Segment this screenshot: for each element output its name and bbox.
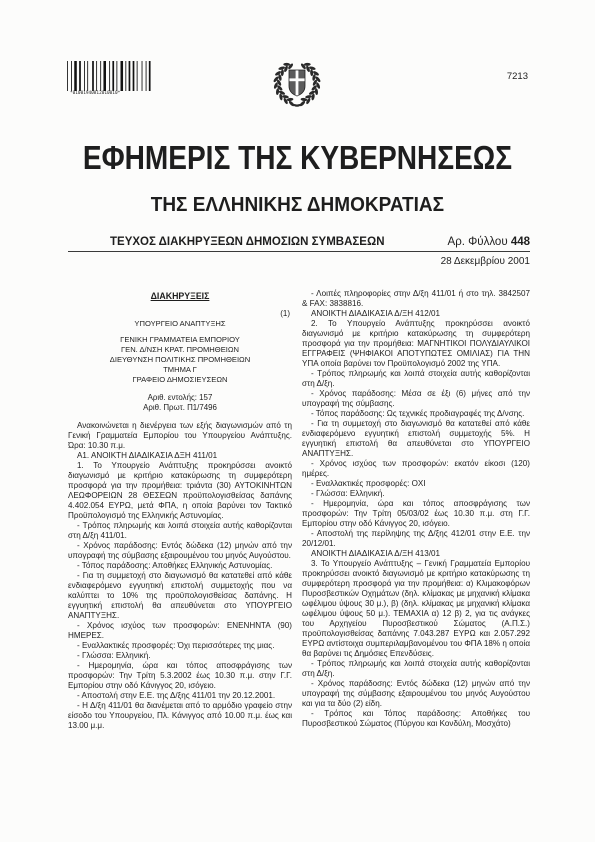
ministry-name: ΥΠΟΥΡΓΕΙΟ ΑΝΑΠΤΥΞΗΣ [134,319,226,328]
barcode-caption: *01001940812010010* [70,91,121,96]
left-column [68,288,292,836]
sheet-number-block [448,236,530,249]
laurel-leaf [308,90,315,96]
laurel-leaf [310,69,314,76]
tender-clause: - Αποστολή στην Ε.Ε. της Δ/ξης 411/01 την 20.12.2001. [77,690,276,700]
tender-clause: - Τόπος παράδοσης: Ως τεχνικές προδιαγραφές της Δ/νσης. [311,409,525,418]
right-column [302,288,530,836]
barcode-bar [92,61,94,91]
barcode-bar [137,61,138,91]
barcode-bar [71,61,72,91]
department-line: ΓΕΝΙΚΗ ΓΡΑΜΜΑΤΕΙΑ ΕΜΠΟΡΙΟΥ [120,335,240,344]
department-list [68,335,292,385]
tender-clause: - Τρόπος πληρωμής και λοιπά στοιχεία αυτής καθορίζονται στη Δ/ξη. [302,369,530,388]
emblem-cross-vertical [296,70,299,95]
emblem-cross-horizontal [289,78,304,81]
barcode-bar [96,61,97,91]
order-number: Αριθ. εντολής: 157 [147,393,213,402]
laurel-leaf [282,95,289,99]
barcode-icon [67,61,152,91]
tender-clause: - Για τη συμμετοχή στο διαγωνισμό θα κατατεθεί από κάθε ενδιαφερόμενο εγγυητική επιστολή συμμετοχής που να καλύπτει το 10% της προϋπολογισθείσας δαπάνης. Η εγγυητική επιστολή θα απευθύνεται στο ΥΠΟΥΡΓΕΙΟ ΑΝΑΠΤΥΞΗΣ. [68,570,292,620]
procedure-heading: ΑΝΟΙΚΤΗ ΔΙΑΔΙΚΑΣΙΑ Δ/ΞΗ 412/01 [311,309,441,318]
barcode-bar [149,61,151,91]
laurel-leaf [283,97,289,104]
protocol-number: Αριθ. Πρωτ. Π1/7496 [143,403,217,413]
department-line: ΤΜΗΜΑ Γ [163,365,197,374]
tender-clause: - Εναλλακτικές προσφορές: ΟΧΙ [311,479,426,488]
intro-paragraph: Ανακοινώνεται η διενέργεια των εξής διαγωνισμών από τη Γενική Γραμματεία Εμπορίου του Υπουργείου Ανάπτυξης. Ώρα: 10.30 π.μ. [68,420,292,450]
notice-number: (1) [280,309,290,318]
header-rule [68,251,530,252]
tender-clause: - Τρόπος πληρωμής και λοιπά στοιχεία αυτής καθορίζονται στη Δ/ξη 411/01. [68,520,292,540]
tender-clause: - Γλώσσα: Ελληνική. [311,489,385,498]
section-title: ΔΙΑΚΗΡΥΞΕΙΣ [150,291,210,301]
barcode-bar [67,61,68,91]
barcode-bar [133,61,135,91]
barcode-bar [84,61,85,91]
tender-clause: - Χρόνος παράδοσης: Εντός δώδεκα (12) μηνών από την υπογραφή της σύμβασης εξαιρουμένου του μηνός Αυγούστου και για τα δύο (2) είδη. [302,679,530,708]
barcode-bar [103,61,106,91]
laurel-leaf [305,65,310,72]
barcode-bar [87,61,88,91]
tender-clause: - Η Δ/ξη 411/01 θα διανέμεται από το αρμόδιο γραφείο στην είσοδο του Υπουργείου, Πλ. Κάνιγγος από 10.00 π.μ. έως και 13.00 μ.μ. [68,700,292,730]
laurel-leaf [315,88,319,95]
emblem-ribbon [292,103,302,107]
tender-clause: - Χρόνος παράδοσης: Εντός δώδεκα (12) μηνών από την υπογραφή της σύμβασης εξαιρουμένου του μηνός Αυγούστου. [68,540,292,560]
laurel-leaf [281,69,285,76]
page-number: 7213 [506,71,528,82]
barcode-bar [79,61,81,91]
tender-clause: - Χρόνος ισχύος των προσφορών: εκατόν είκοσι (120) ημέρες. [302,459,530,478]
tender-clause: - Λοιπές πληροφορίες στην Δ/ξη 411/01 ή στο τηλ. 3842507 & FAX: 3838816. [302,289,530,308]
department-line: ΓΡΑΦΕΙΟ ΔΗΜΟΣΙΕΥΣΕΩΝ [132,375,228,384]
barcode-bar [125,61,126,91]
laurel-leaf [283,65,288,72]
barcode-bar [146,61,147,91]
barcode-bar [74,61,77,91]
department-line: ΓΕΝ. Δ/ΝΣΗ ΚΡΑΤ. ΠΡΟΜΗΘΕΙΩΝ [120,345,240,354]
tender-paragraph: 2. Το Υπουργείο Ανάπτυξης προκηρύσσει ανοικτό διαγωνισμό με κριτήριο κατακύρωσης τη συμφερότερη προσφορά για την προμήθεια: ΜΑΓΝΗΤΙΚΟΙ ΠΟΛΥΔΙΑΥΛΙΚΟΙ ΕΓΓΡΑΦΕΙΣ (ΨΗΦΙΑΚΟΙ ΑΠΟΤΥΠΩΤΕΣ ΟΜΙΛΙΑΣ) ΓΙΑ ΤΗΝ ΥΠΑ οποία βαρύνει τον Προϋπολογισμό 2002 της ΥΠΑ. [302,319,530,368]
laurel-leaf [305,97,311,104]
tender-paragraph: 3. Το Υπουργείο Ανάπτυξης – Γενική Γραμματεία Εμπορίου προκηρύσσει ανοικτό διαγωνισμό με κριτήριο κατακύρωσης τη συμφερότερη προσφορά για την προμήθεια: α) Κλιμακοφόρων Πυροσβεστικών Οχημάτων (δηλ. κλίμακας με μηχανική κλίμακα ωφέλιμου ύψους 30 μ.), β) (δηλ. κλίμακας με μηχανική κλίμακα ωφέλιμου ύψους 50 μ.). ΤΕΜΑΧΙΑ α) 12 β) 2, για τις ανάγκες του Αρχηγείου Πυροσβεστικού Σώματος (Α.Π.Σ.) προϋπολογισθείσας δαπάνης 7.043.287 ΕΥΡΩ και 2.057.292 ΕΥΡΩ αντίστοιχα συμπεριλαμβανομένου του ΦΠΑ 18% η οποία θα βαρύνει τις Δημόσιες Επενδύσεις. [302,559,530,658]
barcode-bar [129,61,131,91]
tender-clause: - Τόπος παράδοσης: Αποθήκες Ελληνικής Αστυνομίας. [77,560,273,570]
tender-clause: - Για τη συμμετοχή στο διαγωνισμό θα κατατεθεί από κάθε ενδιαφερόμενο εγγυητική επιστολή συμμετοχής 5%. Η εγγυητική επιστολή θα απευθύνεται στο ΥΠΟΥΡΓΕΙΟ ΑΝΑΠΤΥΞΗΣ. [302,419,530,458]
tender-clause: - Αποστολή της περίληψης της Δ/ξης 412/01 στην Ε.Ε. την 20/12/01. [302,529,530,548]
tender-clause: - Ημερομηνία, ώρα και τόπος αποσφράγισης των προσφορών: Την Τρίτη 5.3.2002 έως 10.30 π.μ. στην Γ.Γ. Εμπορίου στην οδό Κάνιγγος 20, ισόγειο. [68,660,292,690]
tender-clause: - Εναλλακτικές προσφορές: Όχι περισσότερες της μιας. [77,640,275,650]
tender-clause: - Ημερομηνία, ώρα και τόπος αποσφράγισης των προσφορών: Την Τρίτη 05/03/02 έως 10.30 π.μ. στη Γ.Γ. Εμπορίου στην οδό Κάνιγγος 20, ισόγειο. [302,499,530,528]
gazette-subtitle: ΤΗΣ ΕΛΛΗΝΙΚΗΣ ΔΗΜΟΚΡΑΤΙΑΣ [150,194,445,216]
issue-date: 28 Δεκεμβρίου 2001 [440,256,530,267]
barcode-bar [100,61,101,91]
gazette-title: ΕΦΗΜΕΡΙΣ ΤΗΣ ΚΥΒΕΡΝΗΣΕΩΣ [82,139,513,176]
sheet-number: 448 [510,236,530,248]
barcode-bar [112,61,114,91]
greek-coat-of-arms-icon [272,57,322,109]
laurel-leaf [304,63,311,66]
reference-numbers [68,393,292,414]
procedure-heading: Α1. ΑΝΟΙΚΤΗ ΔΙΑΔΙΚΑΣΙΑ ΔΞΗ 411/01 [77,450,218,460]
laurel-leaf [305,95,312,99]
procedure-heading: ΑΝΟΙΚΤΗ ΔΙΑΔΙΚΑΣΙΑ Δ/ΞΗ 413/01 [311,549,441,558]
laurel-leaf [288,100,295,107]
laurel-leaf [299,100,306,107]
tender-clause: - Γλώσσα: Ελληνική. [77,650,151,660]
tender-paragraph: 1. Το Υπουργείο Ανάπτυξης προκηρύσσει ανοικτό διαγωνισμό με κριτήριο κατακύρωσης τη συμφερότερη προσφορά για την προμήθεια: τριάντα (30) ΑΥΤΟΚΙΝΗΤΩΝ ΛΕΩΦΟΡΕΙΩΝ 28 ΘΕΣΕΩΝ προϋπολογισθείσας δαπάνης 4.402.054 ΕΥΡΩ, μετά ΦΠΑ, η οποία βαρύνει τον Τακτικό Προϋπολογισμό της Ελληνικής Αστυνομίας. [68,460,292,520]
sheet-label: Αρ. Φύλλου [447,236,508,248]
issue-type: ΤΕΥΧΟΣ ΔΙΑΚΗΡΥΞΕΩΝ ΔΗΜΟΣΙΩΝ ΣΥΜΒΑΣΕΩΝ [110,236,385,248]
tender-clause: - Τρόπος πληρωμής και λοιπά στοιχεία αυτής καθορίζονται στη Δ/ξη. [302,659,530,678]
barcode-bar [142,61,143,91]
department-line: ΔΙΕΥΘΥΝΣΗ ΠΟΛΙΤΙΚΗΣ ΠΡΟΜΗΘΕΙΩΝ [109,355,251,364]
barcode-bar [116,61,117,91]
laurel-leaf [278,90,285,96]
tender-clause: - Τρόπος και Τόπος παράδοσης: Αποθήκες του Πυροσβεστικού Σώματος (Πύργου και Κονδύλη, Μοσχάτο) [302,709,530,728]
tender-clause: - Χρόνος ισχύος των προσφορών: ΕΝΕΝΗΝΤΑ (90) ΗΜΕΡΕΣ. [68,620,292,640]
tender-clause: - Χρόνος παράδοσης: Μέσα σε έξι (6) μήνες από την υπογραφή της σύμβασης. [302,389,530,408]
laurel-leaf [283,63,290,66]
barcode-bar [121,61,124,91]
laurel-leaf [276,88,280,95]
barcode-bar [109,61,110,91]
